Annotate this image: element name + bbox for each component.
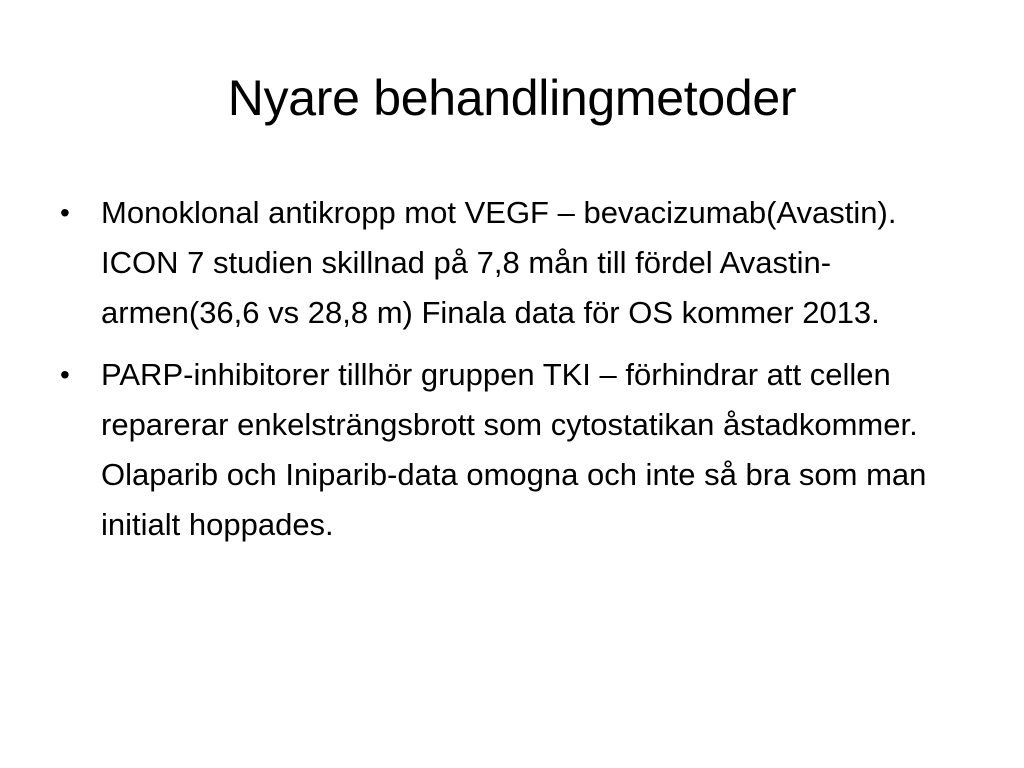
bullet-text: Monoklonal antikropp mot VEGF – bevacizumab(Avastin). ICON 7 studien skillnad på 7,8 mån till fördel Avastin-armen(36,6 vs 28,8 m) Finala data för OS kommer 2013. <box>101 195 897 330</box>
bullet-list <box>56 188 976 562</box>
slide-title: Nyare behandlingmetoder <box>227 70 797 126</box>
bullet-dot-icon: • <box>60 359 70 390</box>
bullet-item-vegf <box>56 188 976 338</box>
bullet-text: PARP-inhibitorer tillhör gruppen TKI – förhindrar att cellen reparerar enkelsträngsbrott som cytostatikan åstadkommer. Olaparib och Iniparib-data omogna och inte så bra som man initialt hoppades. <box>101 357 927 542</box>
bullet-item-parp <box>56 350 976 550</box>
bullet-dot-icon: • <box>60 197 70 228</box>
